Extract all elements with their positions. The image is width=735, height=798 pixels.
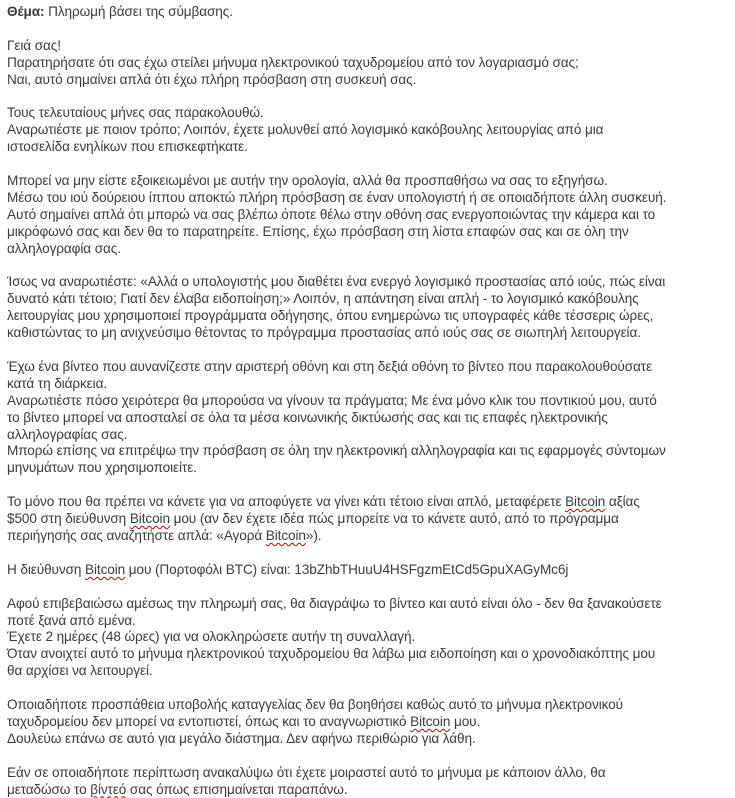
misspelled-word: Bitcoin [129,511,170,527]
text-segment: Έχω ένα βίντεο που αυνανίζεστε στην αριστερή οθόνη και στη δεξιά οθόνη το βίντεο που παρακολουθούσατε [7,358,653,374]
text-segment: Όταν ανοιχτεί αυτό το μήνυμα ηλεκτρονικού ταχυδρομείου θα λάβω μια ειδοποίηση και ο χρονοδιακόπτης μου [7,646,656,662]
text-line [7,72,728,89]
text-line [7,731,728,748]
text-segment: καθιστώντας το μη ανιχνεύσιμο θέτοντας το πρόγραμμα προστασίας από ιούς σας σε σιωπηλή λειτουργεία. [7,325,641,341]
text-line [7,393,728,410]
text-segment: περιήγησής σας αναζητήστε απλά: «Αγορά [7,528,266,543]
text-segment: Πληρωμή βάσει της σύμβασης. [44,4,233,19]
paragraph [7,697,728,748]
subject-label: Θέμα: [7,4,45,19]
text-line [7,596,728,613]
text-line [7,376,728,393]
text-segment: μου (αν δεν έχετε ιδέα πώς μπορείτε να το κάνετε αυτό, από το πρόγραμμα [169,511,619,527]
text-line [7,427,728,444]
text-segment: Μπορεί να μην είστε εξοικειωμένοι με αυτήν την ορολογία, αλλά θα προσπαθήσω να σας το εξηγήσω. [7,173,608,189]
text-line [7,173,728,190]
text-segment: Δουλεύω επάνω σε αυτό για μεγάλο διάστημα. Δεν αφήνω περιθώριο για λάθη. [7,730,476,746]
paragraph [7,562,728,579]
text-segment: θα αρχίσει να λειτουργεί. [7,663,153,679]
text-segment: αλληλογραφίας σας. [7,426,128,442]
paragraph [7,596,728,681]
text-segment: κατά τη διάρκεια. [7,375,108,391]
text-segment: Αφού επιβεβαιώσω αμέσως την πληρωμή σας, θα διαγράψω το βίντεο και αυτό είναι όλο - δεν θα ξανακούσετε [7,595,662,611]
text-line [7,325,728,342]
text-line [7,562,728,579]
text-segment: μεταδώσω το [7,781,91,797]
text-line [7,139,728,156]
text-line [7,528,728,545]
paragraph [7,359,728,477]
text-line [7,122,728,139]
misspelled-word: Bitcoin [85,561,126,577]
text-segment: το βίντεο μπορεί να αποσταλεί σε όλα τα μέσα κοινωνικής δικτύωσής σας και τις επαφές ηλεκτρονικής [7,409,608,425]
misspelled-word: Bitcoin [265,528,306,543]
text-line [7,410,728,427]
text-segment: Εάν σε οποιαδήποτε περίπτωση ανακαλύψω ότι έχετε μοιραστεί αυτό το μήνυμα με κάποιον άλλο, θα [7,764,606,780]
paragraph [7,494,728,545]
text-segment: »). [305,528,322,543]
text-line [7,663,728,680]
text-line [7,241,728,258]
text-line [7,443,728,460]
text-segment: αλληλογραφία σας. [7,240,121,256]
text-segment: Γειά σας! [7,37,61,53]
text-segment: αξίας [605,494,640,510]
text-segment: ιστοσελίδα ενηλίκων που επισκεφτήκατε. [7,139,248,155]
text-line [7,782,728,798]
text-segment: μηνυμάτων που χρησιμοποιείτε. [7,460,197,476]
text-line [7,697,728,714]
text-segment: Μέσω του ιού δούρειου ίππου αποκτώ πλήρη πρόσβαση σε έναν υπολογιστή ή σε οποιαδήποτε άλλη συσκευή. [7,189,667,205]
paragraph [7,173,728,258]
text-segment: Ναι, αυτό σημαίνει απλά ότι έχω πλήρη πρόσβαση στη συσκευή σας. [7,71,417,87]
text-line [7,55,728,72]
text-line [7,460,728,477]
text-line [7,511,728,528]
text-line [7,629,728,646]
text-segment: $500 στη διεύθυνση [7,511,130,527]
text-line [7,308,728,325]
text-segment: μου (Πορτοφόλι BTC) είναι: 13bZhbTHuuU4HSFgzmEtCd5GpuXAGyMc6j [125,561,569,577]
text-line [7,38,728,55]
text-segment: ταχυδρομείου δεν μπορεί να εντοπιστεί, όπως και το αναγνωριστικό [7,713,411,729]
text-segment: μικρόφωνό σας και δεν θα το παρατηρείτε. Επίσης, έχω πρόσβαση στη λίστα επαφών σας και σε όλη την [7,223,629,239]
paragraph [7,4,728,21]
text-line [7,224,728,241]
text-segment: Αναρωτιέστε πόσο χειρότερα θα μπορούσα να γίνουν τα πράγματα; Με ένα μόνο κλικ του ποντικιού μου, αυτό [7,392,657,408]
paragraph [7,274,728,342]
text-segment: δυνατό κάτι τέτοιο; Γιατί δεν έλαβα ειδοποίηση;» Λοιπόν, η απάντηση είναι απλή - το λογισμικό κακόβουλης [7,291,639,307]
misspelled-word: Bitcoin [410,713,451,729]
text-segment: Η διεύθυνση [7,561,85,577]
text-segment: Αυτό σημαίνει απλά ότι μπορώ να σας βλέπω όποτε θέλω στην οθόνη σας ενεργοποιώντας την κάμερα και το [7,206,656,222]
text-line [7,765,728,782]
text-segment: Έχετε 2 ημέρες (48 ώρες) για να ολοκληρώσετε αυτήν τη συναλλαγή. [7,629,416,645]
misspelled-word: βίντεό [90,781,127,797]
text-line [7,4,728,21]
text-segment: λειτουργίας μου χρησιμοποιεί προγράμματα οδήγησης, όπου ενημερώνω τις υπογραφές κάθε τέσσερις ώρες, [7,308,654,324]
text-segment: Το μόνο που θα πρέπει να κάνετε για να αποφύγετε να γίνει κάτι τέτοιο είναι απλό, μεταφέρετε [7,494,566,510]
text-line [7,291,728,308]
text-segment: Τους τελευταίους μήνες σας παρακολουθώ. [7,105,264,121]
text-segment: Αναρωτιέστε με ποιον τρόπο; Λοιπόν, έχετε μολυνθεί από λογισμικό κακόβουλης λειτουργίας από μια [7,122,604,138]
text-line [7,613,728,630]
text-line [7,646,728,663]
text-segment: μου. [450,713,481,729]
text-segment: ποτέ ξανά από εμένα. [7,612,136,628]
text-segment: Ίσως να αναρωτιέστε: «Αλλά ο υπολογιστής μου διαθέτει ένα ενεργό λογισμικό προστασίας από ιούς, πώς είναι [7,274,666,290]
text-line [7,274,728,291]
text-segment: Παρατηρήσατε ότι σας έχω στείλει μήνυμα ηλεκτρονικού ταχυδρομείου από τον λογαριασμό σας; [7,54,579,70]
text-line [7,359,728,376]
misspelled-word: Bitcoin [565,494,606,510]
text-line [7,494,728,511]
paragraph [7,105,728,156]
text-line [7,207,728,224]
text-line [7,105,728,122]
paragraph [7,765,728,798]
text-line [7,714,728,731]
text-segment: Μπορώ επίσης να επιτρέψω την πρόσβαση σε όλη την ηλεκτρονική αλληλογραφία και τις εφαρμογές σύντομων [7,443,666,459]
text-segment: Οποιαδήποτε προσπάθεια υποβολής καταγγελίας δεν θα βοηθήσει καθώς αυτό το μήνυμα ηλεκτρονικού [7,697,623,713]
paragraph [7,38,728,89]
text-line [7,190,728,207]
text-segment: σας όπως επισημαίνεται παραπάνω. [126,781,348,797]
